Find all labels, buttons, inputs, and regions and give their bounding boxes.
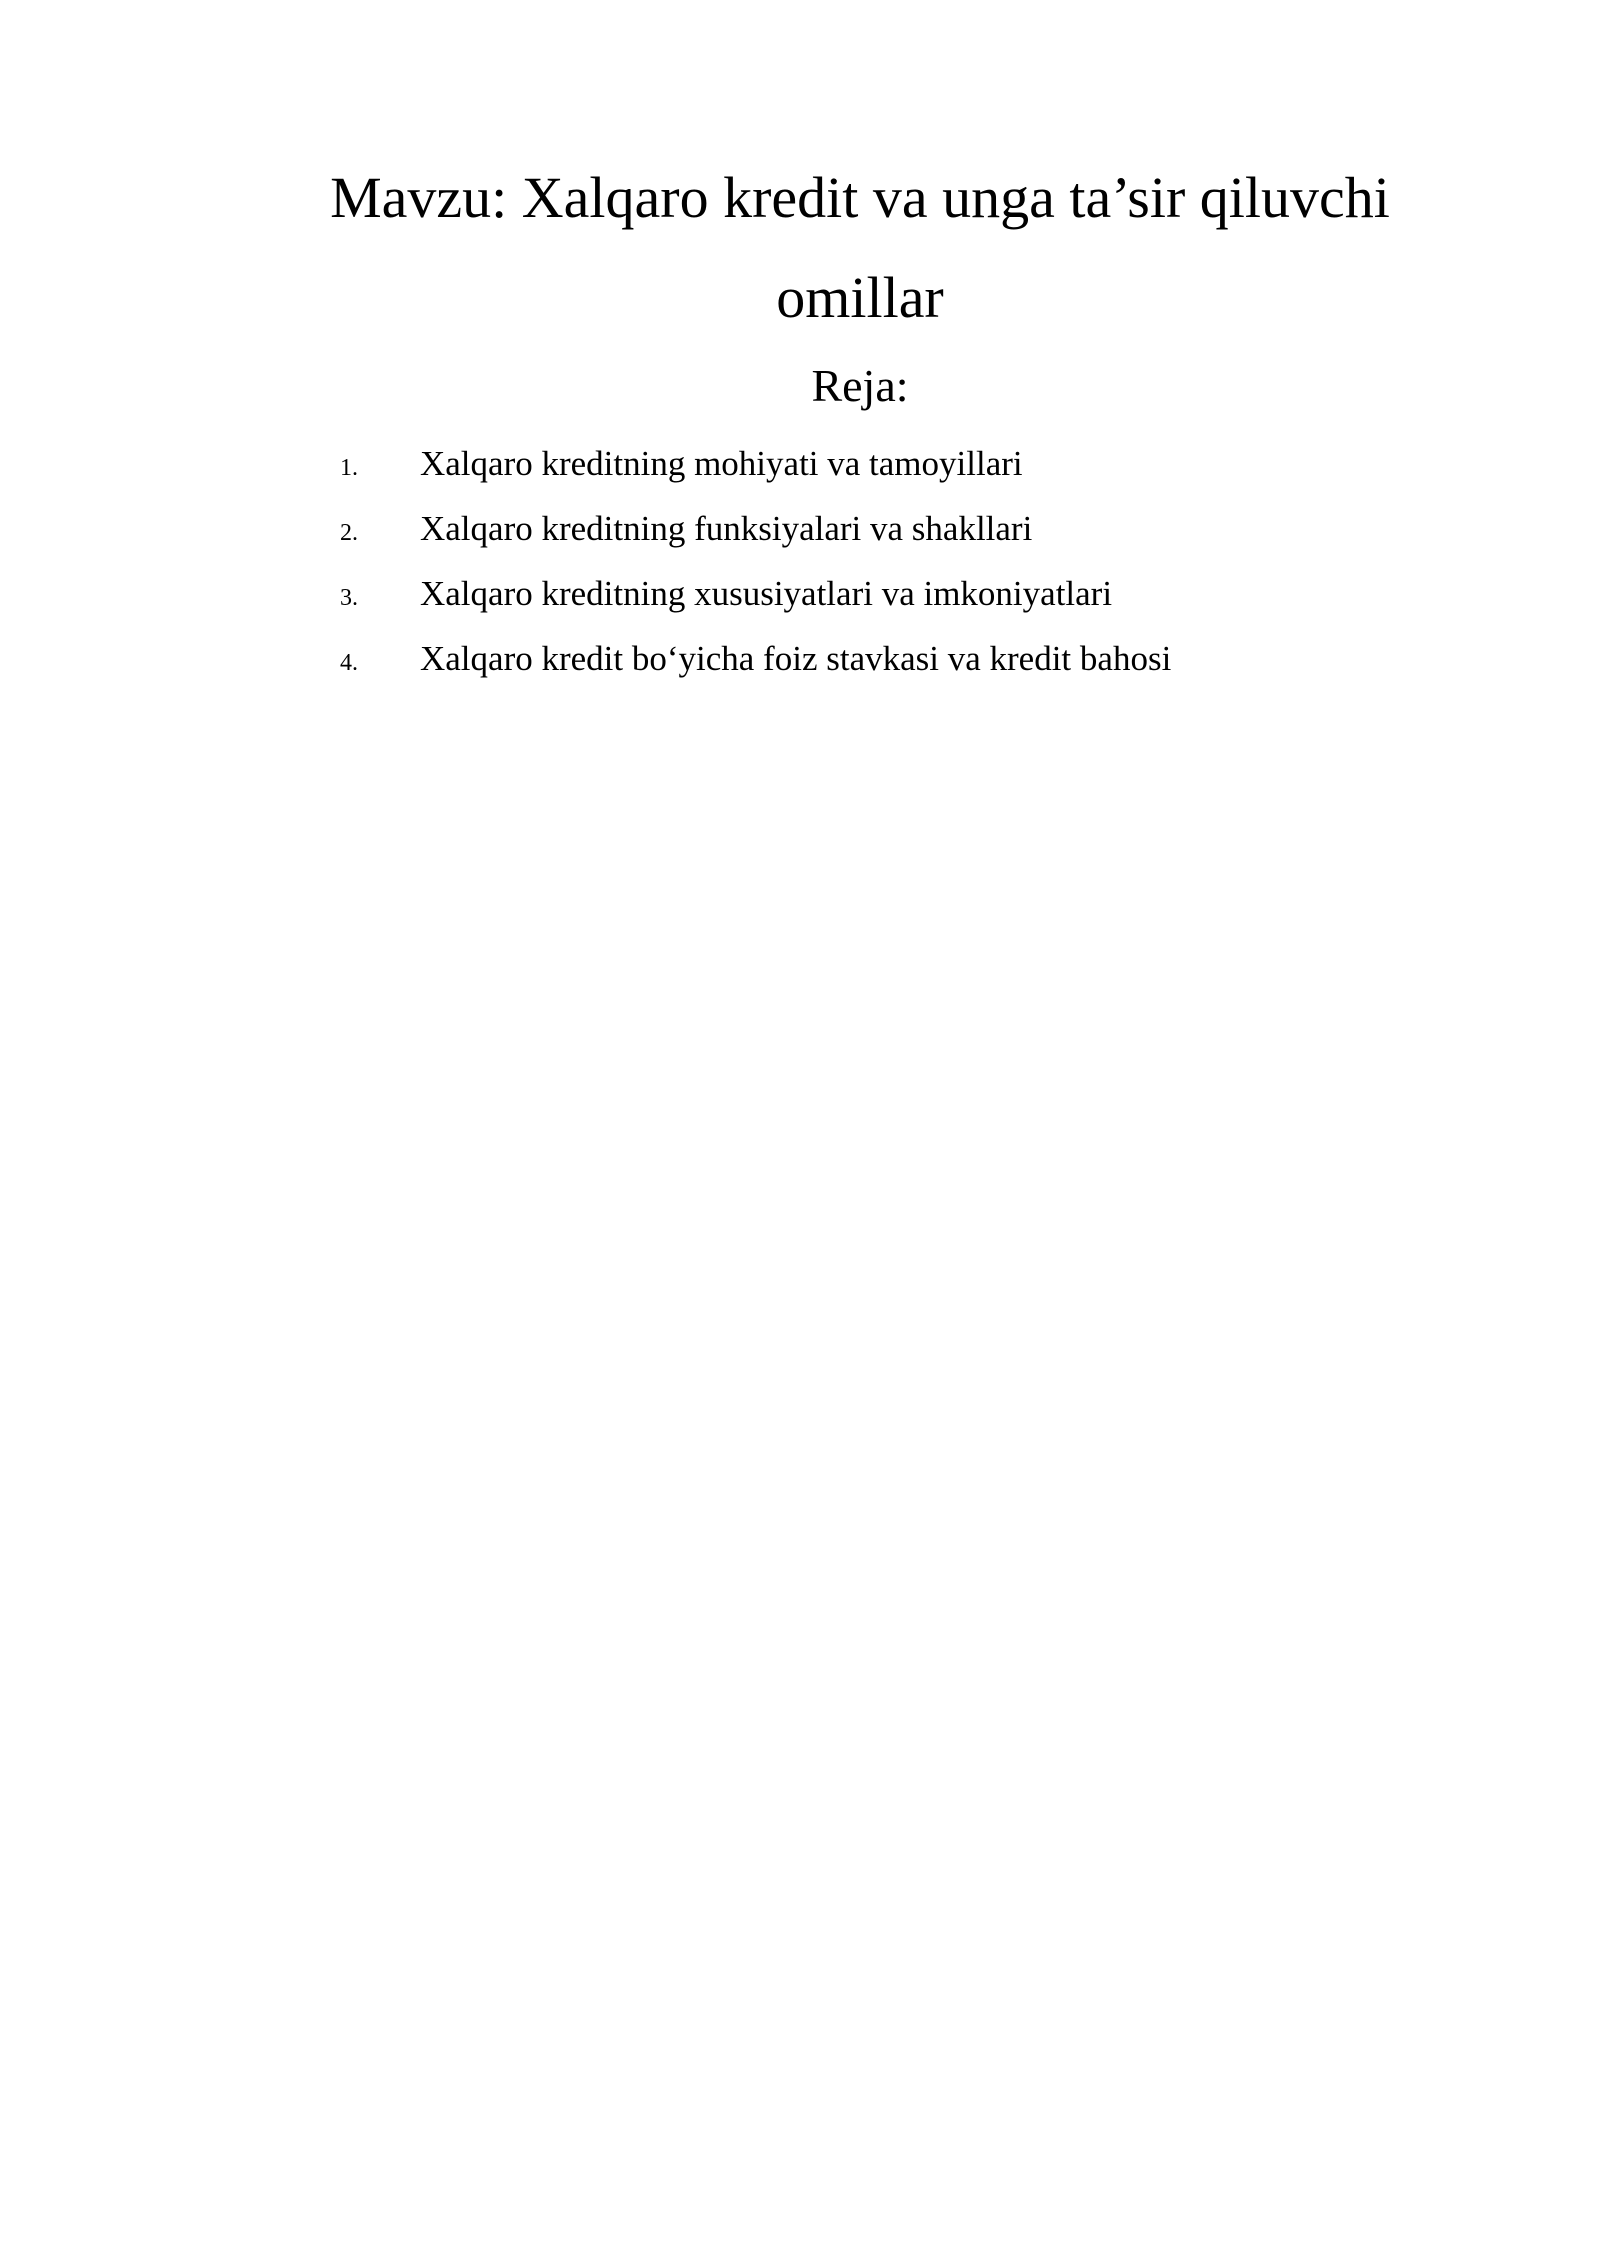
document-title: Mavzu: Xalqaro kredit va unga ta’sir qiluvchi omillar	[330, 165, 1390, 330]
plan-list	[340, 436, 1440, 696]
plan-item-text: Xalqaro kredit bo‘yicha foiz stavkasi va kredit bahosi	[420, 639, 1172, 678]
plan-item-number: 2.	[340, 520, 358, 546]
plan-item-number: 4.	[340, 650, 358, 676]
plan-heading: Reja:	[811, 360, 909, 411]
plan-item-number: 1.	[340, 455, 358, 481]
plan-item	[340, 566, 1440, 631]
plan-item-text: Xalqaro kreditning xususiyatlari va imkoniyatlari	[420, 574, 1113, 613]
plan-item	[340, 436, 1440, 501]
plan-item-text: Xalqaro kreditning funksiyalari va shakllari	[420, 509, 1033, 548]
plan-item-text: Xalqaro kreditning mohiyati va tamoyillari	[420, 444, 1023, 483]
plan-item	[340, 501, 1440, 566]
plan-item-number: 3.	[340, 585, 358, 611]
plan-item	[340, 631, 1440, 696]
